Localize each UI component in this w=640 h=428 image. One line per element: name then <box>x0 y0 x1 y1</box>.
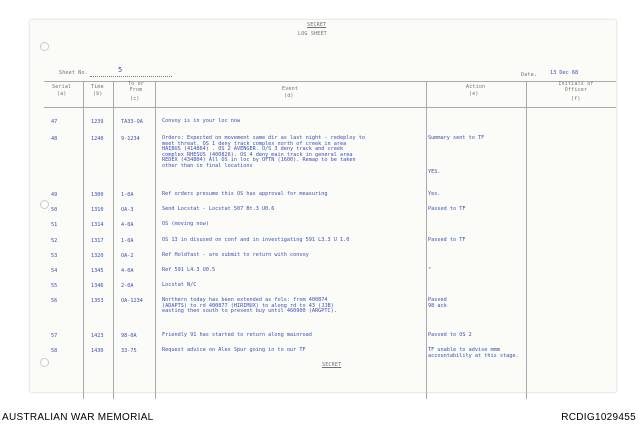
serial-cell: 51 <box>51 222 58 228</box>
serial-cell: 57 <box>51 333 58 339</box>
action-cell <box>428 268 431 274</box>
event-line: Friendly 91 has started to return along mainroad <box>162 332 312 338</box>
action-line: Summary sent to TF <box>428 135 485 141</box>
time-cell: 1353 <box>91 298 104 304</box>
time-cell: 1346 <box>91 283 104 289</box>
event-line: OS 13 in disused on conf and in investigating 591 L3.3 U 1.0 <box>162 237 350 243</box>
event-line: complex RHESUS (400826). OS 4 deny main track in general area <box>162 151 353 158</box>
event-line: Ref orders presume this OS has approval for measuring <box>162 191 328 197</box>
col-header-serial: Serial <box>52 84 72 90</box>
column-divider <box>426 81 427 399</box>
action-line: Passed <box>428 297 447 303</box>
to-from-cell: 4-0A <box>121 222 134 228</box>
time-cell: 1345 <box>91 268 104 274</box>
event-line: Ref Holdfast - are submit to return with convoy <box>162 252 309 258</box>
to-from-cell: TA33-OA <box>121 119 143 125</box>
event-cell <box>162 136 365 170</box>
col-header-event-sub: (d) <box>284 93 294 99</box>
event-cell <box>162 222 209 228</box>
event-cell <box>162 333 312 339</box>
time-cell: 1239 <box>91 119 104 125</box>
time-cell: 1314 <box>91 222 104 228</box>
col-header-initials: Initials of Officer <box>558 81 594 93</box>
event-line: easting then south to present buy until 460900 (ARGPTC). <box>162 308 337 315</box>
time-cell: 1423 <box>91 333 104 339</box>
event-line: Northern today has been extended as fols: from 400874 <box>162 297 328 303</box>
serial-cell: 53 <box>51 253 58 259</box>
event-line: Request advice on Alex Spur going in to our TF <box>162 347 306 353</box>
col-header-time-sub: (b) <box>93 91 103 97</box>
time-cell: 1317 <box>91 238 104 244</box>
event-cell <box>162 238 349 244</box>
col-header-initials-sub: (f) <box>571 96 581 102</box>
to-from-cell: OA-1234 <box>121 298 143 304</box>
archive-credit: AUSTRALIAN WAR MEMORIAL <box>2 412 154 423</box>
archive-reference: RCDIG1029455 <box>561 412 636 423</box>
event-line: OS (moving now) <box>162 221 209 227</box>
time-cell: 1300 <box>91 192 104 198</box>
event-line: other than in final locations <box>162 162 253 169</box>
serial-cell: 50 <box>51 207 58 213</box>
time-cell: 1310 <box>91 207 104 213</box>
form-title: LOG SHEET <box>298 31 327 37</box>
date-value: 13 Dec 68 <box>550 70 579 76</box>
event-line: Send Locstat - Locstat 507 Bt.3 U0.6 <box>162 206 275 212</box>
event-cell <box>162 192 328 198</box>
col-header-event: Event <box>282 86 299 92</box>
column-divider <box>155 81 156 399</box>
serial-cell: 56 <box>51 298 58 304</box>
punch-hole <box>40 42 49 51</box>
to-from-cell: OA-2 <box>121 253 134 259</box>
time-cell: 1240 <box>91 136 104 142</box>
action-line: Yes. <box>428 191 441 197</box>
column-divider <box>113 81 114 399</box>
serial-cell: 58 <box>51 348 58 354</box>
col-header-action-sub: (e) <box>469 91 479 97</box>
action-line: 98 ack <box>428 302 447 309</box>
event-line: REDEX (434804) All OS in loc by OFTN (1600). Remap to be taken <box>162 157 356 164</box>
serial-cell: 47 <box>51 119 58 125</box>
serial-cell: 48 <box>51 136 58 142</box>
serial-cell: 55 <box>51 283 58 289</box>
event-line: HAIBUS (414864) . OS 2 AVENGER. O/S 3 deny track and creek <box>162 146 344 153</box>
event-cell <box>162 207 274 213</box>
event-cell <box>162 283 196 289</box>
event-line: meet threat. OS 1 deny track complex north of creek in area <box>162 140 347 147</box>
to-from-cell: 2-0A <box>121 283 134 289</box>
to-from-cell: 98-0A <box>121 333 137 339</box>
sheet-number-label: Sheet No. <box>59 70 88 76</box>
col-header-tofrom: To or From <box>127 81 145 93</box>
column-divider <box>526 81 527 399</box>
col-header-time: Time <box>91 84 104 90</box>
event-line: Ref 591 L4.3 U0.5 <box>162 267 216 273</box>
action-line: Passed to OS 2 <box>428 332 472 338</box>
sheet-number-line <box>90 71 172 77</box>
action-line: YES. <box>428 168 441 175</box>
action-cell <box>428 207 465 213</box>
action-cell <box>428 348 519 359</box>
to-from-cell: OA-3 <box>121 207 134 213</box>
classification-header: SECRET <box>307 22 327 28</box>
time-cell: 1430 <box>91 348 104 354</box>
serial-cell: 52 <box>51 238 58 244</box>
event-cell <box>162 119 240 125</box>
punch-hole <box>40 200 49 209</box>
to-from-cell: 9-1234 <box>121 136 140 142</box>
action-cell <box>428 238 465 244</box>
col-header-action: Action <box>466 84 486 90</box>
to-from-cell: 1-0A <box>121 238 134 244</box>
action-line: Passed to TF <box>428 237 466 243</box>
column-divider <box>83 81 84 399</box>
date-label: Date. <box>521 72 538 78</box>
event-cell <box>162 253 309 259</box>
action-cell <box>428 333 472 339</box>
event-line: Orders: Expected on movement same dir as last night - redeploy to <box>162 135 366 141</box>
action-line: TF unable to advise mmm <box>428 347 500 353</box>
table-header-rule <box>44 107 616 108</box>
to-from-cell: 4-0A <box>121 268 134 274</box>
col-header-serial-sub: (a) <box>57 91 67 97</box>
event-line: Convoy is in your loc now <box>162 118 241 124</box>
event-cell <box>162 298 337 315</box>
action-line: Passed to TF <box>428 206 466 212</box>
serial-cell: 54 <box>51 268 58 274</box>
classification-footer: SECRET <box>322 362 342 368</box>
serial-cell: 49 <box>51 192 58 198</box>
event-cell <box>162 348 306 354</box>
event-line: (ADAPTS) to rd 400877 (HIRIMUX) to along rd to 43 (JJB) <box>162 302 334 309</box>
action-line: " <box>428 267 432 273</box>
event-line: Locstat N/C <box>162 282 197 288</box>
col-header-tofrom-sub: (c) <box>130 96 140 102</box>
to-from-cell: 1-0A <box>121 192 134 198</box>
event-cell <box>162 268 215 274</box>
action-cell <box>428 136 484 175</box>
to-from-cell: 33-75 <box>121 348 137 354</box>
action-cell <box>428 298 447 309</box>
log-sheet-page <box>30 20 616 392</box>
sheet-number-value: 5 <box>118 66 123 74</box>
action-cell <box>428 192 441 198</box>
time-cell: 1320 <box>91 253 104 259</box>
action-line: accountability at this stage. <box>428 352 519 359</box>
punch-hole <box>40 358 49 367</box>
